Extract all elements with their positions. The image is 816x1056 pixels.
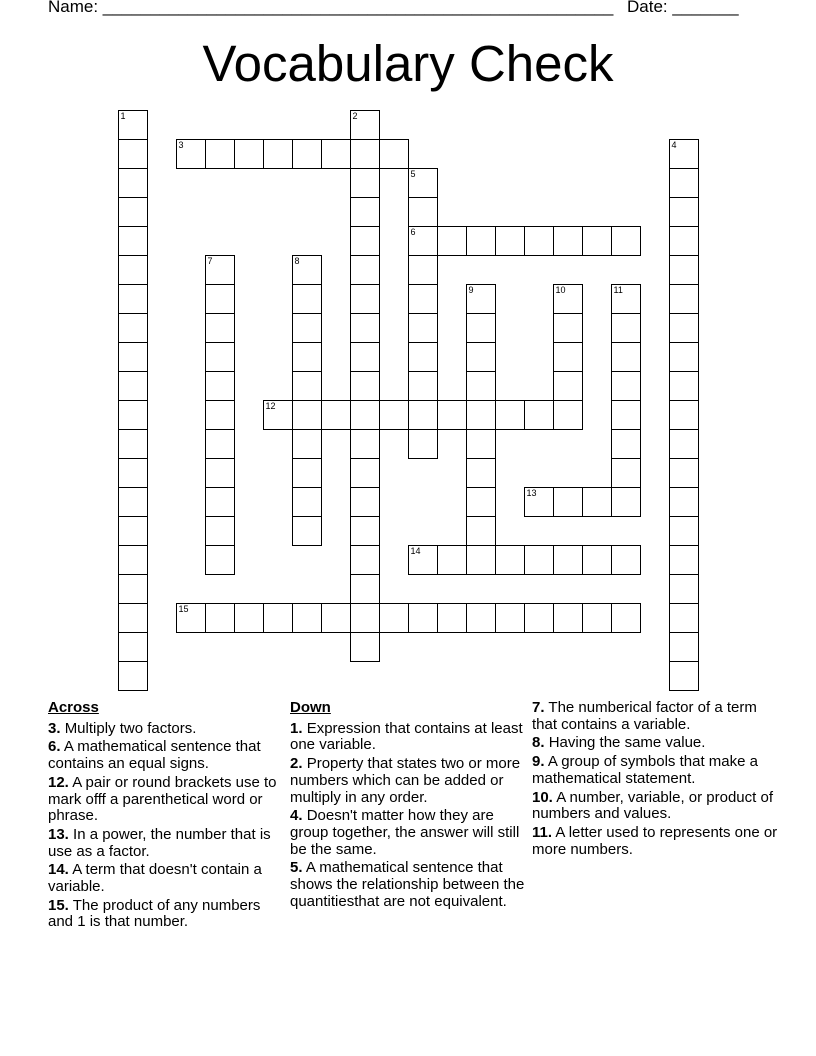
grid-cell[interactable] [292, 400, 322, 430]
grid-cell[interactable] [118, 342, 148, 372]
clue-number: 2. [290, 755, 303, 773]
grid-cell[interactable] [669, 342, 699, 372]
clue-across-14 [48, 862, 286, 895]
grid-cell[interactable] [379, 139, 409, 169]
grid-cell[interactable] [553, 545, 583, 575]
clue-down-8 [532, 735, 782, 752]
grid-cell[interactable] [292, 313, 322, 343]
clue-across-12 [48, 775, 286, 825]
clue-down-4 [290, 808, 526, 858]
grid-cell[interactable] [466, 284, 496, 314]
grid-cell[interactable] [205, 139, 235, 169]
grid-cell[interactable] [669, 516, 699, 546]
grid-cell[interactable] [350, 487, 380, 517]
grid-cell[interactable] [408, 226, 438, 256]
grid-cell[interactable] [350, 168, 380, 198]
grid-cell[interactable] [205, 400, 235, 430]
clue-down-5 [290, 860, 526, 910]
grid-cell[interactable] [205, 284, 235, 314]
grid-cell[interactable] [553, 226, 583, 256]
grid-cell[interactable] [350, 371, 380, 401]
clue-text: Property that states two or more numbers which can be added or multiply in any order. [290, 755, 521, 806]
grid-cell[interactable] [205, 342, 235, 372]
clue-number: 6. [48, 738, 61, 756]
grid-cell[interactable] [118, 255, 148, 285]
grid-cell[interactable] [350, 632, 380, 662]
clue-text: A pair or round brackets use to mark offf a parenthetical word or phrase. [48, 773, 277, 825]
grid-cell[interactable] [611, 371, 641, 401]
grid-cell[interactable] [611, 545, 641, 575]
grid-cell[interactable] [118, 400, 148, 430]
grid-cell[interactable] [466, 516, 496, 546]
clue-number: 12. [48, 773, 69, 791]
grid-cell[interactable] [611, 342, 641, 372]
grid-cell[interactable] [205, 516, 235, 546]
grid-cell[interactable] [379, 603, 409, 633]
grid-cell[interactable] [466, 545, 496, 575]
grid-cell[interactable] [350, 197, 380, 227]
clue-text: A mathematical sentence that shows the relationship between the quantitiesthat are not equivalent. [290, 859, 525, 910]
grid-cell[interactable] [292, 516, 322, 546]
grid-cell[interactable] [466, 400, 496, 430]
cell-number: 14 [410, 545, 421, 556]
cell-number: 6 [410, 226, 416, 237]
grid-cell[interactable] [466, 487, 496, 517]
grid-cell[interactable] [466, 458, 496, 488]
grid-cell[interactable] [118, 313, 148, 343]
cell-number: 11 [613, 284, 623, 295]
clue-text: A mathematical sentence that contains an equal signs. [48, 738, 261, 773]
grid-cell[interactable] [669, 371, 699, 401]
cell-number: 5 [410, 168, 416, 179]
grid-cell[interactable] [263, 603, 293, 633]
grid-cell[interactable] [669, 429, 699, 459]
grid-cell[interactable] [553, 487, 583, 517]
clue-number: 15. [48, 896, 69, 914]
grid-cell[interactable] [408, 284, 438, 314]
clue-across-6 [48, 739, 286, 772]
grid-cell[interactable] [669, 661, 699, 691]
grid-cell[interactable] [466, 603, 496, 633]
grid-cell[interactable] [669, 574, 699, 604]
cell-number: 3 [178, 139, 184, 150]
grid-cell[interactable] [611, 487, 641, 517]
grid-cell[interactable] [466, 313, 496, 343]
grid-cell[interactable] [205, 313, 235, 343]
grid-cell[interactable] [118, 197, 148, 227]
grid-cell[interactable] [118, 545, 148, 575]
grid-cell[interactable] [669, 284, 699, 314]
clue-down-10 [532, 790, 782, 823]
grid-cell[interactable] [495, 400, 525, 430]
clue-text: Multiply two factors. [64, 719, 197, 737]
grid-cell[interactable] [611, 313, 641, 343]
grid-cell[interactable] [408, 255, 438, 285]
grid-cell[interactable] [118, 516, 148, 546]
grid-cell[interactable] [176, 139, 206, 169]
grid-cell[interactable] [408, 545, 438, 575]
clue-number: 14. [48, 861, 69, 879]
clue-text: A letter used to represents one or more numbers. [532, 823, 778, 858]
grid-cell[interactable] [582, 487, 612, 517]
grid-cell[interactable] [350, 429, 380, 459]
cell-number: 15 [178, 603, 189, 614]
grid-cell[interactable] [524, 400, 554, 430]
grid-cell[interactable] [408, 168, 438, 198]
grid-cell[interactable] [350, 574, 380, 604]
grid-cell[interactable] [118, 110, 148, 140]
grid-cell[interactable] [495, 226, 525, 256]
grid-cell[interactable] [118, 632, 148, 662]
clue-across-15 [48, 898, 286, 931]
clue-text: In a power, the number that is use as a factor. [48, 825, 271, 860]
grid-cell[interactable] [669, 197, 699, 227]
down-clues [290, 700, 526, 912]
clue-text: Doesn't matter how they are group together, the answer will still be the same. [290, 807, 520, 858]
grid-cell[interactable] [408, 429, 438, 459]
grid-cell[interactable] [205, 545, 235, 575]
grid-cell[interactable] [524, 545, 554, 575]
grid-cell[interactable] [292, 371, 322, 401]
grid-cell[interactable] [292, 139, 322, 169]
page-title: Vocabulary Check [202, 35, 614, 92]
grid-cell[interactable] [553, 342, 583, 372]
grid-cell[interactable] [611, 458, 641, 488]
grid-cell[interactable] [669, 168, 699, 198]
cell-number: 2 [352, 110, 358, 121]
grid-cell[interactable] [437, 226, 467, 256]
clue-number: 9. [532, 753, 545, 771]
grid-cell[interactable] [553, 284, 583, 314]
grid-cell[interactable] [669, 487, 699, 517]
grid-cell[interactable] [408, 603, 438, 633]
grid-cell[interactable] [118, 661, 148, 691]
grid-cell[interactable] [408, 313, 438, 343]
grid-cell[interactable] [611, 400, 641, 430]
clue-number: 11. [532, 823, 553, 841]
grid-cell[interactable] [553, 313, 583, 343]
grid-cell[interactable] [669, 139, 699, 169]
grid-cell[interactable] [669, 313, 699, 343]
grid-cell[interactable] [350, 603, 380, 633]
grid-cell[interactable] [553, 400, 583, 430]
grid-cell[interactable] [495, 603, 525, 633]
grid-cell[interactable] [263, 139, 293, 169]
grid-cell[interactable] [118, 603, 148, 633]
date-field-label: Date: _______ [627, 0, 739, 16]
grid-cell[interactable] [350, 313, 380, 343]
grid-cell[interactable] [350, 110, 380, 140]
grid-cell[interactable] [437, 545, 467, 575]
cell-number: 10 [555, 284, 566, 295]
grid-cell[interactable] [118, 429, 148, 459]
grid-cell[interactable] [205, 487, 235, 517]
grid-cell[interactable] [350, 545, 380, 575]
across-heading: Across [48, 699, 99, 716]
clue-text: Expression that contains at least one variable. [290, 719, 523, 754]
clue-down-9 [532, 754, 782, 787]
grid-cell[interactable] [350, 226, 380, 256]
name-field-label: Name: ______________________________________________________ [48, 0, 614, 16]
grid-cell[interactable] [118, 371, 148, 401]
clue-number: 1. [290, 719, 303, 737]
grid-cell[interactable] [611, 429, 641, 459]
grid-cell[interactable] [350, 139, 380, 169]
clue-number: 8. [532, 734, 545, 752]
grid-cell[interactable] [408, 197, 438, 227]
grid-cell[interactable] [350, 342, 380, 372]
clue-down-11 [532, 825, 782, 858]
clue-number: 5. [290, 859, 303, 877]
grid-cell[interactable] [263, 400, 293, 430]
grid-cell[interactable] [582, 545, 612, 575]
grid-cell[interactable] [611, 603, 641, 633]
grid-cell[interactable] [495, 545, 525, 575]
grid-cell[interactable] [350, 458, 380, 488]
grid-cell[interactable] [118, 574, 148, 604]
grid-cell[interactable] [379, 400, 409, 430]
clue-across-13 [48, 827, 286, 860]
grid-cell[interactable] [205, 458, 235, 488]
grid-cell[interactable] [553, 603, 583, 633]
grid-cell[interactable] [292, 255, 322, 285]
grid-cell[interactable] [118, 139, 148, 169]
clue-across-3 [48, 721, 286, 738]
clue-text: A group of symbols that make a mathematical statement. [532, 753, 758, 787]
grid-cell[interactable] [669, 255, 699, 285]
grid-cell[interactable] [118, 458, 148, 488]
clue-text: The product of any numbers and 1 is that number. [48, 896, 261, 931]
cell-number: 13 [526, 487, 537, 498]
grid-cell[interactable] [292, 487, 322, 517]
grid-cell[interactable] [466, 342, 496, 372]
grid-cell[interactable] [669, 458, 699, 488]
clue-number: 3. [48, 719, 61, 737]
grid-cell[interactable] [350, 255, 380, 285]
grid-cell[interactable] [176, 603, 206, 633]
grid-cell[interactable] [292, 342, 322, 372]
across-clues [48, 700, 286, 933]
down-clues-continued [532, 700, 782, 860]
grid-cell[interactable] [205, 603, 235, 633]
grid-cell[interactable] [205, 429, 235, 459]
grid-cell[interactable] [350, 516, 380, 546]
grid-cell[interactable] [466, 226, 496, 256]
grid-cell[interactable] [582, 226, 612, 256]
grid-cell[interactable] [524, 487, 554, 517]
grid-cell[interactable] [292, 429, 322, 459]
grid-cell[interactable] [292, 284, 322, 314]
grid-cell[interactable] [408, 371, 438, 401]
cell-number: 12 [265, 400, 276, 411]
grid-cell[interactable] [350, 400, 380, 430]
grid-cell[interactable] [669, 632, 699, 662]
clue-text: Having the same value. [548, 734, 706, 752]
grid-cell[interactable] [321, 139, 351, 169]
grid-cell[interactable] [669, 603, 699, 633]
grid-cell[interactable] [408, 400, 438, 430]
cell-number: 8 [294, 255, 300, 266]
grid-cell[interactable] [611, 226, 641, 256]
cell-number: 9 [468, 284, 474, 295]
grid-cell[interactable] [437, 603, 467, 633]
clue-down-1 [290, 721, 526, 754]
grid-cell[interactable] [408, 342, 438, 372]
grid-cell[interactable] [118, 284, 148, 314]
grid-cell[interactable] [524, 226, 554, 256]
grid-cell[interactable] [669, 226, 699, 256]
grid-cell[interactable] [118, 226, 148, 256]
grid-cell[interactable] [553, 371, 583, 401]
down-heading: Down [290, 699, 331, 716]
grid-cell[interactable] [118, 168, 148, 198]
grid-cell[interactable] [234, 139, 264, 169]
grid-cell[interactable] [669, 400, 699, 430]
cell-number: 1 [120, 110, 126, 121]
clue-down-2 [290, 756, 526, 806]
clue-number: 10. [532, 788, 553, 806]
grid-cell[interactable] [466, 429, 496, 459]
grid-cell[interactable] [292, 458, 322, 488]
grid-cell[interactable] [118, 487, 148, 517]
grid-cell[interactable] [437, 400, 467, 430]
grid-cell[interactable] [321, 400, 351, 430]
grid-cell[interactable] [611, 284, 641, 314]
clue-number: 7. [532, 699, 545, 716]
clue-text: The numberical factor of a term that contains a variable. [532, 699, 757, 733]
clue-number: 4. [290, 807, 303, 825]
clue-down-7 [532, 700, 782, 733]
grid-cell[interactable] [205, 371, 235, 401]
clue-text: A number, variable, or product of numbers and values. [532, 788, 773, 823]
grid-cell[interactable] [524, 603, 554, 633]
grid-cell[interactable] [350, 284, 380, 314]
grid-cell[interactable] [466, 371, 496, 401]
grid-cell[interactable] [582, 603, 612, 633]
cell-number: 7 [207, 255, 213, 266]
grid-cell[interactable] [321, 603, 351, 633]
cell-number: 4 [671, 139, 677, 150]
grid-cell[interactable] [669, 545, 699, 575]
grid-cell[interactable] [205, 255, 235, 285]
clue-text: A term that doesn't contain a variable. [48, 861, 262, 896]
grid-cell[interactable] [234, 603, 264, 633]
clue-number: 13. [48, 825, 69, 843]
grid-cell[interactable] [292, 603, 322, 633]
